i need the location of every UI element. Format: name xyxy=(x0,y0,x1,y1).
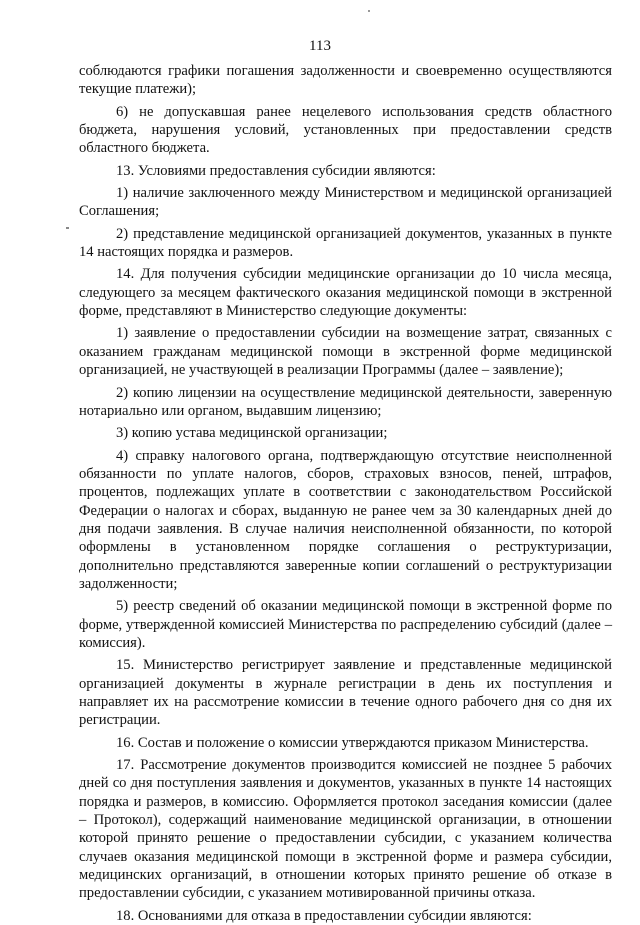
paragraph-clause-13: 13. Условиями предоставления субсидии являются: xyxy=(116,162,436,179)
paragraph-item-6: 6) не допускавшая ранее нецелевого использования средств областного бюджета, нарушения условий, установленных при предоставлении средств областного бюджета. xyxy=(79,103,612,157)
paragraph-14-item-2: 2) копию лицензии на осуществление медицинской деятельности, заверенную нотариально или органом, выдавшим лицензию; xyxy=(79,384,612,419)
paragraph-14-item-3: 3) копию устава медицинской организации; xyxy=(116,425,388,442)
paragraph-14-item-1: 1) заявление о предоставлении субсидии на возмещение затрат, связанных с оказанием гражданам медицинской помощи в экстренной форме медицинской организацией, не участвующей в реализации Программы (далее – заявление); xyxy=(79,325,612,379)
paragraph-clause-18: 18. Основаниями для отказа в предоставлении субсидии являются: xyxy=(116,907,532,924)
page-number: 113 xyxy=(309,38,331,54)
paragraph-clause-17: 17. Рассмотрение документов производится комиссией не позднее 5 рабочих дней со дня поступления заявления и документов, указанных в пункте 14 настоящих порядка и размеров, в комиссию. Оформляется протокол заседания комиссии (далее – Протокол), содержащий наименование медицинской организации, в отношении которой принято решение о предоставлении субсидии, с указанием количества случаев оказания медицинской помощи в экстренной форме и размера субсидии, медицинских организаций, в отношении которых принято решение об отказе в предоставлении субсидии, с указанием мотивированной причины отказа. xyxy=(79,757,612,902)
scan-speck xyxy=(66,227,69,229)
paragraph-clause-15: 15. Министерство регистрирует заявление и представленные медицинской организацией документы в журнале регистрации в день их поступления и направляет их на рассмотрение комиссии в течение одного рабочего дня со дня их регистрации. xyxy=(79,657,612,729)
scan-speck xyxy=(368,10,370,12)
paragraph-clause-16: 16. Состав и положение о комиссии утверждаются приказом Министерства. xyxy=(116,734,589,751)
paragraph-14-item-5: 5) реестр сведений об оказании медицинской помощи в экстренной форме по форме, утвержденной комиссией Министерства по распределению субсидий (далее – комиссия). xyxy=(79,598,612,651)
paragraph-13-item-1: 1) наличие заключенного между Министерством и медицинской организацией Соглашения; xyxy=(79,185,612,220)
paragraph-14-item-4: 4) справку налогового органа, подтверждающую отсутствие неисполненной обязанности по уплате налогов, сборов, страховых взносов, пеней, штрафов, процентов, подлежащих уплате в соответствии с законодательством Российской Федерации о налогах и сборах, выданную не ранее чем за 30 календарных дней до дня подачи заявления. В случае наличия неисполненной обязанности, по которой оформлены в установленном порядке соглашения о реструктуризации, дополнительно представляются заверенные копии соглашений о реструктуризации задолженности; xyxy=(79,447,612,592)
paragraph-13-item-2: 2) представление медицинской организацией документов, указанных в пункте 14 настоящих порядка и размеров. xyxy=(79,225,612,261)
paragraph-continuation: соблюдаются графики погашения задолженности и своевременно осуществляются текущие платежи); xyxy=(79,63,612,98)
paragraph-clause-14: 14. Для получения субсидии медицинские организации до 10 числа месяца, следующего за месяцем фактического оказания медицинской помощи в экстренной форме, представляют в Министерство следующие документы: xyxy=(79,266,612,320)
document-body xyxy=(79,62,612,925)
